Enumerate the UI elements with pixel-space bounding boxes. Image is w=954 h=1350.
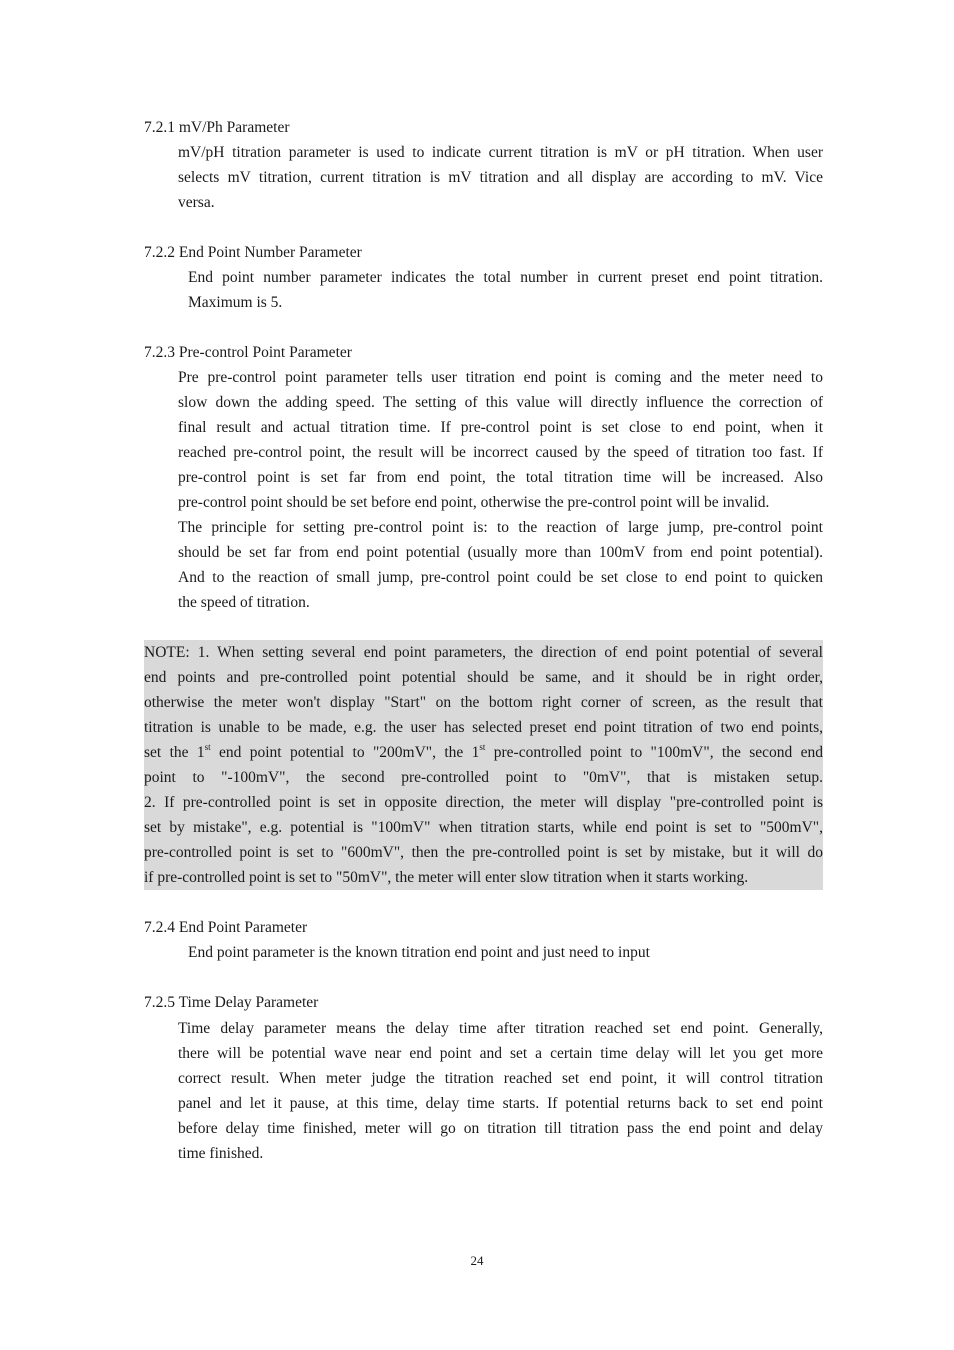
- text-line: mV/pH titration parameter is used to indicate current titration is mV or pH titration. When user: [178, 144, 823, 161]
- note-line: otherwise the meter won't display "Start" on the bottom right corner of screen, as the result that: [144, 690, 823, 715]
- note-line: point to "-100mV", the second pre-controlled point to "0mV", that is mistaken setup.: [144, 765, 823, 790]
- section-body-7-2-5: [178, 1016, 823, 1166]
- section-heading-7-2-2: 7.2.2 End Point Number Parameter: [144, 244, 362, 261]
- note-line: NOTE: 1. When setting several end point parameters, the direction of end point potential of several: [144, 640, 823, 665]
- text-line: selects mV titration, current titration is mV titration and all display are according to mV. Vice: [178, 169, 823, 186]
- note-text: set the 1: [144, 744, 205, 761]
- page-number: 24: [470, 1253, 484, 1268]
- text-line: before delay time finished, meter will go on titration till titration pass the end point and delay: [178, 1120, 823, 1137]
- text-line: End point parameter is the known titration end point and just need to input: [188, 944, 650, 961]
- note-text: pre-controlled point to "100mV", the second end: [485, 744, 823, 761]
- text-line: Pre pre-control point parameter tells user titration end point is coming and the meter need to: [178, 369, 823, 386]
- text-line: the speed of titration.: [178, 594, 310, 611]
- superscript: st: [204, 742, 211, 752]
- section-body-7-2-4: [188, 940, 823, 965]
- text-line: pre-control point is set far from end point, the total titration time will be increased. Also: [178, 469, 823, 486]
- section-body-7-2-2: [188, 265, 823, 315]
- text-line: time finished.: [178, 1145, 264, 1162]
- note-text: end point potential to "200mV", the 1: [210, 744, 480, 761]
- note-line: if pre-controlled point is set to "50mV", the meter will enter slow titration when it starts working.: [144, 865, 823, 890]
- text-line: Maximum is 5.: [188, 294, 283, 311]
- section-body-7-2-1: [178, 140, 823, 215]
- note-line: set by mistake", e.g. potential is "100mV" when titration starts, while end point is set to "500mV",: [144, 815, 823, 840]
- text-line: there will be potential wave near end point and set a certain time delay will let you get more: [178, 1045, 823, 1062]
- text-line: reached pre-control point, the result will be incorrect caused by the speed of titration too fast. If: [178, 444, 823, 461]
- section-heading-7-2-1: 7.2.1 mV/Ph Parameter: [144, 119, 290, 136]
- text-line: And to the reaction of small jump, pre-control point could be set close to end point to quicken: [178, 569, 823, 586]
- section-heading-7-2-4: 7.2.4 End Point Parameter: [144, 919, 308, 936]
- text-line: The principle for setting pre-control point is: to the reaction of large jump, pre-control point: [178, 519, 823, 536]
- text-line: pre-control point should be set before end point, otherwise the pre-control point will be invalid.: [178, 494, 770, 511]
- note-line: pre-controlled point is set to "600mV", then the pre-controlled point is set by mistake, but it will do: [144, 840, 823, 865]
- section-body-7-2-3: [178, 365, 823, 615]
- section-heading-7-2-5: 7.2.5 Time Delay Parameter: [144, 994, 319, 1011]
- note-line: 2. If pre-controlled point is set in opposite direction, the meter will display "pre-controlled point is: [144, 790, 823, 815]
- superscript: st: [479, 742, 486, 752]
- text-line: final result and actual titration time. If pre-control point is set close to end point, when it: [178, 419, 823, 436]
- text-line: End point number parameter indicates the total number in current preset end point titration.: [188, 269, 823, 286]
- note-line: titration is unable to be made, e.g. the user has selected preset end point titration of two end points,: [144, 715, 823, 740]
- text-line: should be set far from end point potential (usually more than 100mV from end point potential).: [178, 544, 823, 561]
- text-line: Time delay parameter means the delay time after titration reached set end point. Generally,: [178, 1020, 823, 1037]
- note-line-superscripts: [144, 740, 823, 765]
- text-line: slow down the adding speed. The setting of this value will directly influence the correction of: [178, 394, 823, 411]
- text-line: panel and let it pause, at this time, delay time starts. If potential returns back to set end point: [178, 1095, 823, 1112]
- note-block: [144, 640, 823, 890]
- text-line: versa.: [178, 194, 215, 211]
- section-heading-7-2-3: 7.2.3 Pre-control Point Parameter: [144, 344, 352, 361]
- text-line: correct result. When meter judge the titration reached set end point, it will control titration: [178, 1070, 823, 1087]
- note-line: end points and pre-controlled point potential should be same, and it should be in right order,: [144, 665, 823, 690]
